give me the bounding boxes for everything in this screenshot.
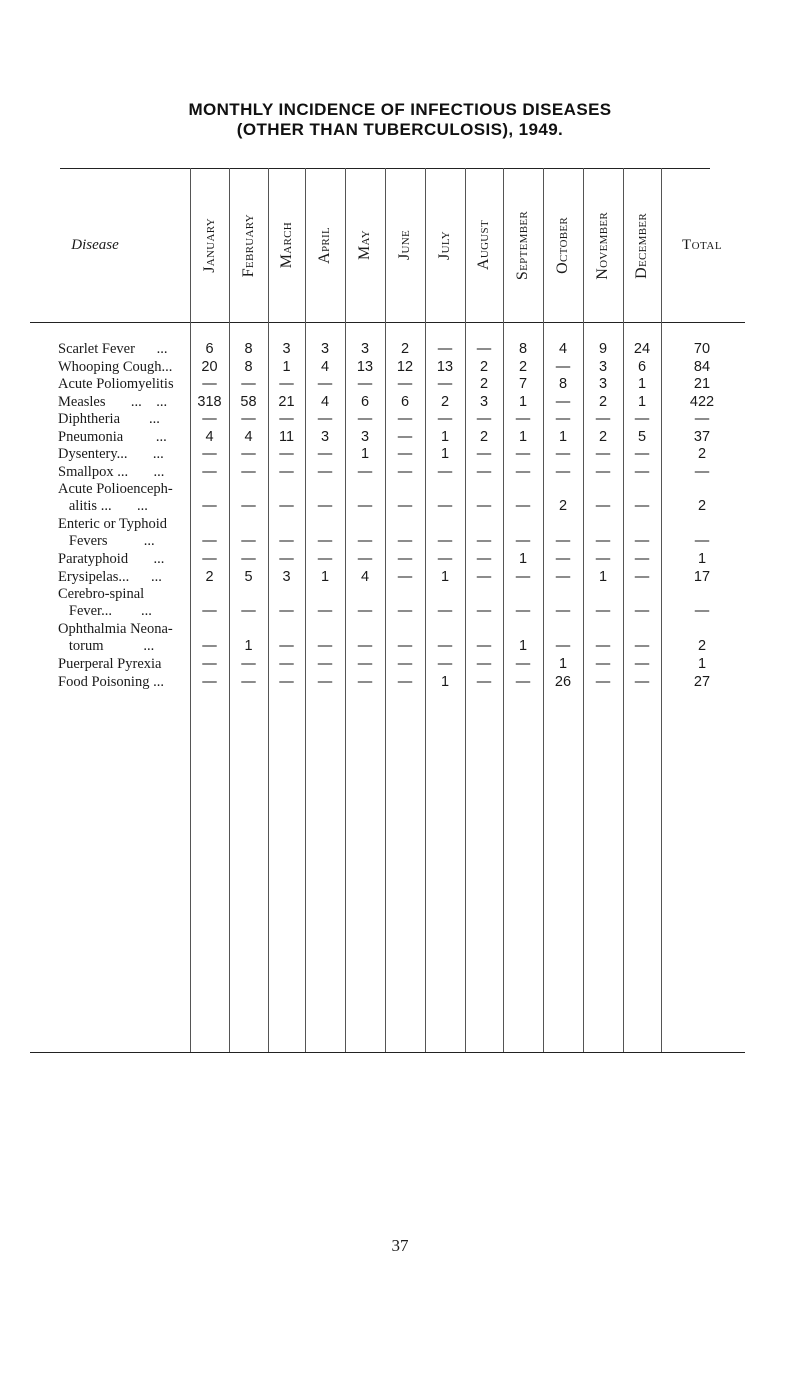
cell-december: — — [634, 411, 650, 427]
total-column-header: Total — [681, 237, 723, 253]
cell-january: — — [202, 533, 217, 549]
page-title: MONTHLY INCIDENCE OF INFECTIOUS DISEASES — [188, 100, 612, 119]
cell-march: 3 — [282, 341, 291, 357]
cell-march: 1 — [282, 358, 291, 375]
cell-november: 1 — [598, 568, 608, 585]
cell-april: 3 — [320, 428, 330, 445]
cell-september: — — [515, 568, 531, 585]
cell-march: — — [279, 656, 294, 672]
cell-april: — — [317, 603, 333, 619]
cell-february: — — [241, 656, 256, 672]
cell-august: — — [476, 446, 492, 462]
cell-february: — — [241, 446, 256, 462]
cell-august: 2 — [479, 428, 489, 445]
cell-total: 84 — [693, 358, 711, 375]
month-header-august — [465, 168, 503, 323]
month-header-october — [543, 168, 583, 323]
table-row — [0, 674, 800, 692]
cell-april: — — [317, 376, 333, 392]
cell-total: 21 — [693, 376, 711, 392]
cell-march: — — [279, 551, 294, 567]
table-row — [0, 464, 800, 482]
cell-october: 1 — [558, 656, 568, 672]
table-row — [0, 429, 800, 447]
month-header-september — [503, 168, 543, 323]
month-header-label: January — [200, 218, 218, 273]
cell-december: — — [634, 498, 650, 514]
cell-august: 3 — [479, 393, 489, 410]
cell-september: 1 — [518, 551, 528, 567]
cell-may: — — [357, 498, 373, 514]
cell-march: 11 — [278, 428, 295, 445]
cell-june: — — [397, 376, 413, 392]
cell-may: 4 — [360, 568, 370, 585]
disease-name: Paratyphoid ... — [58, 551, 165, 567]
cell-march: 3 — [282, 568, 291, 585]
month-header-label: November — [594, 211, 611, 280]
cell-february: — — [241, 551, 256, 567]
cell-november: — — [595, 533, 611, 549]
table-row — [0, 656, 800, 674]
cell-february: — — [241, 498, 256, 514]
cell-total: 37 — [693, 428, 711, 445]
cell-august: — — [476, 533, 492, 549]
cell-october: — — [555, 463, 571, 480]
cell-july: 1 — [440, 673, 450, 690]
cell-november: — — [595, 446, 611, 462]
cell-december: — — [634, 568, 650, 585]
cell-january: 4 — [205, 428, 214, 445]
cell-may: — — [357, 638, 373, 654]
cell-november: — — [595, 638, 611, 654]
cell-march: — — [279, 411, 294, 427]
cell-february: 4 — [244, 428, 253, 445]
cell-january: — — [202, 551, 217, 567]
cell-total: 2 — [697, 498, 707, 514]
cell-october: — — [555, 411, 571, 427]
cell-november: — — [595, 498, 611, 514]
cell-september: 1 — [518, 393, 528, 410]
cell-may: 13 — [356, 358, 374, 375]
cell-march: — — [279, 376, 294, 392]
cell-december: — — [634, 656, 650, 672]
cell-april: 4 — [320, 393, 330, 410]
table-row — [0, 569, 800, 587]
cell-july: — — [437, 603, 453, 619]
cell-total: — — [694, 533, 710, 549]
cell-december: — — [634, 603, 650, 619]
month-header-label: October — [554, 217, 571, 274]
cell-february: — — [241, 603, 256, 619]
cell-total: 1 — [697, 551, 707, 567]
cell-october: — — [555, 358, 571, 375]
cell-february: 8 — [244, 358, 253, 375]
cell-november: 2 — [598, 393, 608, 410]
disease-name: Acute Polioenceph- alitis ... ... — [58, 481, 173, 514]
month-header-january — [190, 168, 229, 323]
cell-april: — — [317, 446, 333, 462]
cell-january: — — [202, 603, 217, 619]
cell-july: 2 — [440, 393, 450, 410]
cell-august: — — [476, 673, 492, 690]
month-header-label: September — [514, 210, 531, 281]
cell-july: 1 — [440, 428, 450, 445]
cell-may: 3 — [360, 341, 370, 357]
cell-may: — — [357, 603, 373, 619]
cell-march: — — [279, 498, 294, 514]
cell-september: — — [515, 533, 531, 549]
cell-may: — — [357, 551, 373, 567]
cell-april: — — [317, 411, 333, 427]
cell-november: — — [595, 656, 611, 672]
cell-august: 2 — [479, 358, 489, 375]
table-row — [0, 516, 800, 551]
cell-june: — — [397, 446, 413, 462]
cell-september: — — [515, 603, 531, 619]
cell-august: — — [476, 498, 492, 514]
cell-may: — — [357, 463, 373, 480]
cell-may: — — [357, 673, 373, 690]
cell-november: 3 — [598, 376, 608, 392]
cell-june: — — [397, 656, 413, 672]
disease-column-header: Disease — [71, 237, 119, 253]
cell-august: — — [476, 568, 492, 585]
cell-december: — — [634, 463, 650, 480]
cell-january: — — [202, 446, 217, 462]
cell-february: — — [241, 411, 256, 427]
cell-october: 1 — [558, 428, 568, 445]
table-row — [0, 341, 800, 359]
cell-july: — — [437, 533, 453, 549]
cell-august: — — [476, 341, 492, 357]
cell-june: — — [397, 673, 413, 690]
cell-may: — — [357, 656, 373, 672]
cell-total: 1 — [697, 656, 707, 672]
cell-september: — — [515, 498, 531, 514]
month-header-july — [425, 168, 465, 323]
month-header-label: February — [239, 213, 257, 278]
cell-july: — — [437, 498, 453, 514]
cell-may: — — [357, 376, 373, 392]
cell-may: 6 — [360, 393, 370, 410]
cell-december: 1 — [637, 393, 647, 410]
disease-name: Pneumonia ... — [58, 428, 167, 445]
month-header-label: December — [633, 212, 650, 279]
cell-april: — — [317, 498, 333, 514]
cell-march: — — [279, 533, 294, 549]
cell-april: 1 — [320, 568, 330, 585]
cell-april: 3 — [320, 341, 330, 357]
cell-january: — — [202, 463, 217, 480]
cell-august: — — [476, 603, 492, 619]
cell-december: — — [634, 638, 650, 654]
table-row — [0, 586, 800, 621]
disease-name: Smallpox ... ... — [58, 463, 165, 480]
cell-june: — — [397, 551, 413, 567]
disease-name: Ophthalmia Neona- torum ... — [58, 621, 173, 654]
cell-june: 2 — [400, 341, 410, 357]
cell-march: — — [279, 638, 294, 654]
cell-september: — — [515, 656, 531, 672]
month-header-label: May — [356, 230, 373, 261]
cell-june: — — [397, 428, 413, 445]
cell-december: 6 — [637, 358, 647, 375]
month-header-december — [623, 168, 661, 323]
cell-may: — — [357, 533, 373, 549]
cell-october: — — [555, 533, 571, 549]
cell-august: 2 — [479, 376, 489, 392]
cell-august: — — [476, 463, 492, 480]
table-row — [0, 359, 800, 377]
cell-june: — — [397, 463, 413, 480]
disease-name: Dysentery... ... — [58, 446, 164, 462]
cell-june: — — [397, 568, 413, 585]
cell-february: 8 — [244, 341, 253, 357]
cell-september: 7 — [518, 376, 528, 392]
month-header-label: June — [396, 230, 413, 261]
cell-december: — — [634, 673, 650, 690]
month-header-june — [385, 168, 425, 323]
cell-february: — — [241, 376, 256, 392]
cell-july: — — [437, 551, 453, 567]
disease-name: Food Poisoning ... — [58, 673, 164, 690]
cell-march: — — [279, 603, 294, 619]
cell-june: — — [397, 533, 413, 549]
cell-july: 1 — [440, 446, 450, 462]
cell-october: — — [555, 551, 571, 567]
cell-february: 5 — [244, 568, 253, 585]
cell-january: — — [202, 656, 217, 672]
month-header-february — [229, 168, 268, 323]
cell-total: 70 — [693, 341, 711, 357]
cell-october: — — [555, 393, 571, 410]
month-header-label: July — [436, 231, 453, 260]
table-row — [0, 446, 800, 464]
cell-september: — — [515, 673, 531, 690]
cell-december: 5 — [637, 428, 647, 445]
cell-november: — — [595, 551, 611, 567]
cell-total: 2 — [697, 446, 707, 462]
cell-august: — — [476, 411, 492, 427]
cell-july: 1 — [440, 568, 450, 585]
cell-april: — — [317, 463, 333, 480]
disease-name: Erysipelas... ... — [58, 568, 162, 585]
cell-december: — — [634, 551, 650, 567]
cell-april: — — [317, 551, 333, 567]
cell-february: — — [241, 463, 256, 480]
table-row — [0, 376, 800, 394]
cell-may: 3 — [360, 428, 370, 445]
cell-june: — — [397, 411, 413, 427]
cell-january: — — [202, 673, 217, 690]
disease-name: Scarlet Fever ... — [58, 341, 168, 357]
cell-april: — — [317, 533, 333, 549]
page-subtitle: (OTHER THAN TUBERCULOSIS), 1949. — [236, 120, 564, 139]
cell-july: — — [437, 376, 453, 392]
cell-october: — — [555, 446, 571, 462]
cell-march: 21 — [278, 393, 295, 410]
cell-november: — — [595, 603, 611, 619]
cell-june: 12 — [396, 358, 414, 375]
cell-february: 1 — [244, 638, 253, 654]
cell-march: — — [279, 463, 294, 480]
cell-august: — — [476, 656, 492, 672]
month-header-april — [305, 168, 345, 323]
table-row — [0, 394, 800, 412]
month-header-may — [345, 168, 385, 323]
cell-january: — — [202, 411, 217, 427]
cell-september: 8 — [518, 341, 528, 357]
cell-march: — — [279, 673, 294, 690]
month-header-label: March — [277, 222, 295, 269]
cell-total: — — [694, 603, 710, 619]
cell-october: — — [555, 568, 571, 585]
cell-november: — — [595, 463, 611, 480]
disease-name: Cerebro-spinal Fever... ... — [58, 586, 152, 619]
cell-january: 318 — [197, 393, 222, 410]
cell-july: — — [437, 341, 453, 357]
cell-december: — — [634, 533, 650, 549]
cell-total: 17 — [693, 568, 711, 585]
cell-august: — — [476, 551, 492, 567]
disease-name: Enteric or Typhoid Fevers ... — [58, 516, 168, 549]
cell-november: — — [595, 411, 611, 427]
cell-march: — — [279, 446, 294, 462]
month-header-november — [583, 168, 623, 323]
cell-april: — — [317, 673, 333, 690]
table-row — [0, 411, 800, 429]
page-number: 37 — [391, 1236, 409, 1255]
cell-november: 3 — [598, 358, 608, 375]
disease-name: Diphtheria ... — [58, 411, 160, 427]
cell-september: — — [515, 463, 531, 480]
cell-december: 24 — [633, 341, 651, 357]
table-row — [0, 551, 800, 569]
cell-april: — — [317, 656, 333, 672]
cell-february: — — [241, 533, 256, 549]
cell-october: 4 — [558, 341, 568, 357]
cell-october: 26 — [554, 673, 572, 690]
disease-name: Puerperal Pyrexia — [58, 656, 162, 672]
cell-january: — — [202, 638, 217, 654]
cell-october: 8 — [558, 376, 568, 392]
cell-september: 2 — [518, 358, 528, 375]
cell-august: — — [476, 638, 492, 654]
cell-november: — — [595, 673, 611, 690]
cell-october: — — [555, 638, 571, 654]
cell-april: — — [317, 638, 333, 654]
cell-july: — — [437, 638, 453, 654]
cell-november: 2 — [598, 428, 608, 445]
cell-january: 6 — [205, 341, 214, 357]
cell-september: 1 — [518, 428, 528, 445]
cell-total: 422 — [689, 393, 715, 410]
cell-june: — — [397, 498, 413, 514]
month-header-label: August — [475, 220, 492, 271]
cell-june: 6 — [400, 393, 410, 410]
table-row — [0, 621, 800, 656]
cell-january: — — [202, 376, 217, 392]
table-row — [0, 481, 800, 516]
cell-september: 1 — [518, 638, 528, 654]
disease-name: Whooping Cough... — [58, 358, 173, 375]
disease-name: Measles ... ... — [58, 393, 168, 410]
cell-may: — — [357, 411, 373, 427]
month-header-march — [268, 168, 305, 323]
cell-may: 1 — [360, 446, 370, 462]
cell-february: 58 — [240, 393, 257, 410]
cell-july: — — [437, 411, 453, 427]
cell-june: — — [397, 638, 413, 654]
cell-november: 9 — [598, 341, 608, 357]
cell-june: — — [397, 603, 413, 619]
cell-december: — — [634, 446, 650, 462]
table-rule — [30, 1052, 745, 1053]
cell-january: — — [202, 498, 217, 514]
cell-april: 4 — [320, 358, 330, 375]
cell-total: 2 — [697, 638, 707, 654]
cell-january: 20 — [201, 358, 218, 375]
cell-july: — — [437, 656, 453, 672]
cell-total: — — [694, 411, 710, 427]
cell-january: 2 — [205, 568, 214, 585]
month-header-label: April — [316, 227, 333, 264]
cell-total: — — [694, 463, 710, 480]
disease-name: Acute Poliomyelitis — [58, 376, 174, 392]
cell-december: 1 — [637, 376, 647, 392]
cell-september: — — [515, 411, 531, 427]
cell-july: 13 — [436, 358, 454, 375]
cell-september: — — [515, 446, 531, 462]
cell-february: — — [241, 673, 256, 690]
cell-october: 2 — [558, 498, 568, 514]
cell-july: — — [437, 463, 453, 480]
cell-total: 27 — [693, 673, 711, 690]
cell-october: — — [555, 603, 571, 619]
